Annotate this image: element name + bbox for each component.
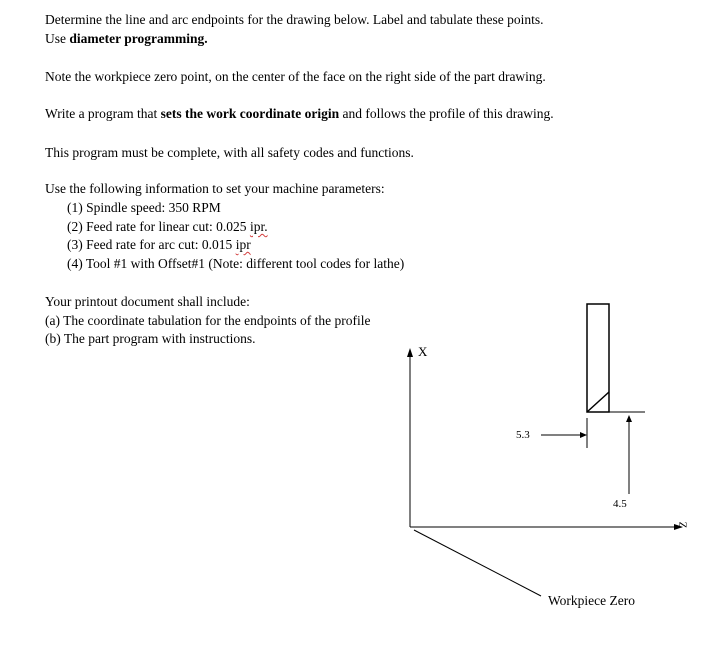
param-arc-feed-unit: ipr <box>235 237 251 252</box>
printout-item-b: (b) The part program with instructions. <box>45 331 256 346</box>
printout-item-a: (a) The coordinate tabulation for the endpoints of the profile <box>45 313 371 328</box>
param-tool-offset: (4) Tool #1 with Offset#1 (Note: different tool codes for lathe) <box>67 256 405 271</box>
z-axis-label: Z <box>676 521 689 529</box>
write-program-prefix: Write a program that <box>45 106 161 121</box>
param-linear-feed-text: (2) Feed rate for linear cut: 0.025 <box>67 219 250 234</box>
workpiece-zero-label: Workpiece Zero <box>548 593 635 608</box>
instruction-line-1: Determine the line and arc endpoints for the drawing below. Label and tabulate these points. <box>45 12 544 27</box>
params-intro: Use the following information to set your machine parameters: <box>45 181 385 196</box>
dimension-5-3-label: 5.3 <box>516 429 530 441</box>
diameter-programming-text: diameter programming. <box>69 31 208 46</box>
printout-intro: Your printout document shall include: <box>45 294 250 309</box>
workpiece-zero-leader <box>414 530 541 596</box>
x-axis-arrow <box>407 348 413 357</box>
param-arc-feed-text: (3) Feed rate for arc cut: 0.015 <box>67 237 236 252</box>
param-spindle-speed: (1) Spindle speed: 350 RPM <box>67 200 221 215</box>
workpiece-zero-note: Note the workpiece zero point, on the center of the face on the right side of the part drawing. <box>45 69 546 84</box>
dimension-4-5-label: 4.5 <box>613 498 627 510</box>
tool-tip-edge <box>587 392 609 412</box>
complete-program-line: This program must be complete, with all safety codes and functions. <box>45 145 414 160</box>
x-axis-label: X <box>418 344 428 359</box>
instruction-line-2-prefix: Use <box>45 31 70 46</box>
param-linear-feed-unit: ipr. <box>249 219 268 234</box>
write-program-suffix: and follows the profile of this drawing. <box>339 106 554 121</box>
dimension-4-5-arrow <box>626 415 632 422</box>
cutting-tool <box>587 304 609 412</box>
sets-origin-text: sets the work coordinate origin <box>160 106 340 121</box>
dimension-5-3-arrow <box>580 432 587 438</box>
